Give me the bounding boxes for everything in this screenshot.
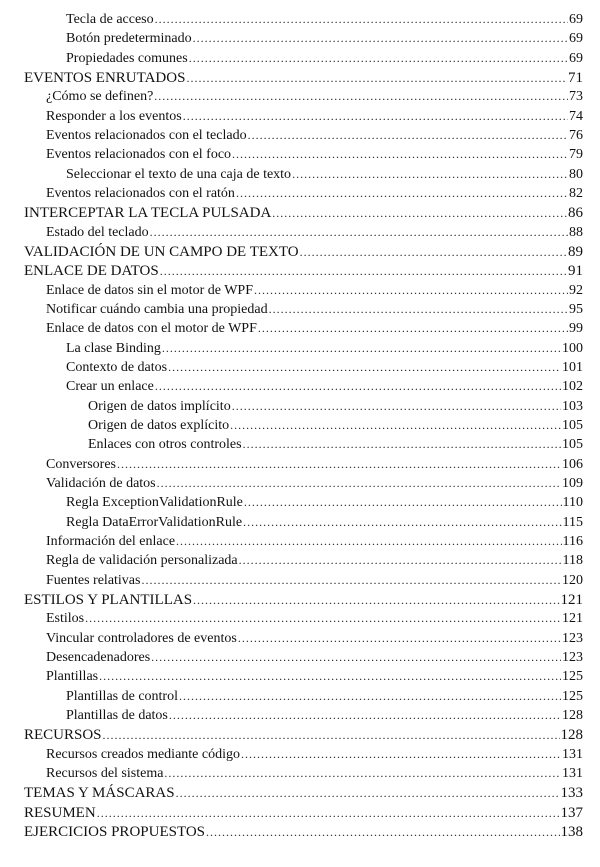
toc-entry: [0, 437, 583, 453]
dot-leader: [150, 225, 568, 240]
dot-leader: [179, 689, 561, 704]
toc-entry: [0, 592, 583, 609]
dot-leader: [154, 89, 568, 104]
dot-leader: [155, 379, 561, 394]
toc-entry-page: 128: [562, 707, 583, 723]
toc-entry: [0, 553, 583, 569]
toc-entry: [0, 727, 583, 744]
dot-leader: [141, 573, 561, 588]
toc-entry-title: Estado del teclado: [46, 224, 149, 240]
toc-entry: [0, 573, 583, 589]
toc-entry-page: 69: [569, 50, 583, 66]
toc-entry-page: 133: [560, 785, 583, 802]
toc-entry-title: Conversores: [46, 456, 116, 472]
toc-entry-title: Regla de validación personalizada: [46, 553, 238, 569]
toc-entry-title: Propiedades comunes: [66, 50, 188, 66]
toc-entry-title: Eventos relacionados con el foco: [46, 147, 232, 163]
dot-leader: [99, 669, 561, 684]
dot-leader: [269, 302, 568, 317]
dot-leader: [151, 650, 561, 665]
dot-leader: [232, 147, 568, 162]
toc-entry-page: 101: [562, 359, 583, 375]
toc-entry-title: Origen de datos explícito: [88, 417, 230, 433]
dot-leader: [236, 186, 568, 201]
dot-leader: [169, 708, 561, 723]
toc-entry-title: RESUMEN: [24, 804, 96, 821]
dot-leader: [292, 167, 568, 182]
toc-entry-page: 95: [569, 301, 583, 317]
toc-entry-page: 106: [562, 456, 583, 472]
toc-entry: [0, 263, 583, 280]
dot-leader: [85, 611, 561, 626]
dot-leader: [193, 593, 559, 608]
toc-entry-page: 116: [562, 533, 583, 549]
toc-entry-page: 115: [562, 514, 583, 530]
toc-entry-title: Información del enlace: [46, 533, 176, 549]
toc-entry: [0, 205, 583, 222]
dot-leader: [117, 457, 561, 472]
toc-entry: [0, 805, 583, 822]
toc-entry: [0, 669, 583, 685]
toc-entry-page: 131: [562, 765, 583, 781]
toc-entry-title: ESTILOS Y PLANTILLAS: [24, 591, 193, 608]
toc-entry-page: 69: [569, 12, 583, 27]
toc-entry-title: Tecla de acceso: [66, 12, 154, 27]
toc-entry: [0, 147, 583, 163]
dot-leader: [176, 534, 561, 549]
toc-entry: [0, 321, 583, 337]
toc-entry-title: La clase Binding: [66, 340, 161, 356]
toc-entry-page: 103: [562, 398, 583, 414]
dot-leader: [232, 399, 561, 414]
toc-entry-page: 100: [562, 340, 583, 356]
toc-entry-title: Enlaces con otros controles: [88, 437, 242, 453]
toc-entry-title: TEMAS Y MÁSCARAS: [24, 785, 175, 802]
toc-entry: [0, 167, 583, 183]
toc-entry-page: 105: [562, 437, 583, 453]
dot-leader: [238, 631, 561, 646]
toc-entry-title: RECURSOS: [24, 727, 102, 744]
toc-entry-title: EVENTOS ENRUTADOS: [24, 69, 186, 86]
toc-entry: [0, 379, 583, 395]
toc-entry-page: 74: [569, 108, 583, 124]
dot-leader: [186, 71, 567, 86]
toc-entry-title: Enlace de datos con el motor de WPF: [46, 321, 257, 337]
toc-entry-title: INTERCEPTAR LA TECLA PULSADA: [24, 205, 272, 222]
dot-leader: [164, 766, 561, 781]
dot-leader: [157, 476, 561, 491]
toc-entry: [0, 766, 583, 782]
dot-leader: [183, 109, 568, 124]
toc-entry: [0, 650, 583, 666]
dot-leader: [176, 786, 560, 801]
toc-entry: [0, 128, 583, 144]
dot-leader: [244, 495, 562, 510]
toc-entry-title: Eventos relacionados con el ratón: [46, 185, 235, 201]
toc-entry-title: Enlace de datos sin el motor de WPF: [46, 282, 253, 298]
toc-entry: [0, 244, 583, 261]
toc-entry: [0, 515, 583, 531]
toc-entry: [0, 785, 583, 802]
toc-entry-title: Estilos: [46, 611, 85, 627]
toc-entry: [0, 708, 583, 724]
dot-leader: [193, 31, 568, 46]
toc-entry-page: 120: [562, 572, 583, 588]
toc-entry-page: 109: [562, 475, 583, 491]
toc-entry-page: 76: [569, 127, 583, 143]
toc-entry-page: 121: [562, 611, 583, 627]
toc-entry-page: 86: [568, 205, 583, 222]
dot-leader: [241, 747, 561, 762]
toc-entry-title: Origen de datos implícito: [88, 398, 231, 414]
toc-entry-page: 105: [562, 417, 583, 433]
dot-leader: [239, 553, 562, 568]
toc-entry-page: 88: [569, 224, 583, 240]
toc-entry: [0, 31, 583, 47]
toc-entry: [0, 611, 583, 627]
toc-entry: [0, 399, 583, 415]
toc-entry-page: 71: [568, 69, 583, 86]
toc-entry-page: 125: [562, 669, 583, 685]
toc-entry-page: 102: [562, 379, 583, 395]
toc-entry-title: Responder a los eventos: [46, 108, 182, 124]
dot-leader: [189, 51, 568, 66]
toc-entry: [0, 225, 583, 241]
toc-entry: [0, 302, 583, 318]
toc-entry-title: Regla DataErrorValidationRule: [66, 514, 243, 530]
toc-entry: [0, 534, 583, 550]
toc-entry-title: Seleccionar el texto de una caja de texto: [66, 166, 292, 182]
toc-entry: [0, 747, 583, 763]
dot-leader: [243, 515, 561, 530]
toc-entry-page: 91: [568, 263, 583, 280]
toc-entry: [0, 186, 583, 202]
toc-entry-title: Plantillas de datos: [66, 707, 168, 723]
toc-entry-title: Fuentes relativas: [46, 572, 141, 588]
toc-entry-page: 123: [562, 630, 583, 646]
toc-entry-title: Plantillas: [46, 669, 99, 685]
toc-entry-page: 92: [569, 282, 583, 298]
toc-entry-title: Plantillas de control: [66, 688, 178, 704]
toc-entry-title: VALIDACIÓN DE UN CAMPO DE TEXTO: [24, 243, 299, 260]
toc-entry-page: 69: [569, 31, 583, 47]
toc-entry-title: Contexto de datos: [66, 359, 168, 375]
dot-leader: [155, 12, 568, 27]
toc-entry-page: 79: [569, 147, 583, 163]
toc-entry-page: 82: [569, 185, 583, 201]
dot-leader: [248, 128, 568, 143]
toc-entry: [0, 283, 583, 299]
toc-entry: [0, 70, 583, 87]
toc-entry: [0, 12, 583, 28]
toc-entry-page: 99: [569, 321, 583, 337]
toc-entry-title: EJERCICIOS PROPUESTOS: [24, 823, 206, 840]
toc-entry-title: Recursos del sistema: [46, 765, 164, 781]
toc-entry: [0, 89, 583, 105]
toc-entry: [0, 476, 583, 492]
toc-entry-page: 125: [562, 688, 583, 704]
dot-leader: [243, 437, 561, 452]
toc-entry-title: Crear un enlace: [66, 379, 154, 395]
dot-leader: [97, 806, 560, 821]
dot-leader: [103, 728, 560, 743]
toc-entry-page: 121: [560, 591, 583, 608]
toc-entry-page: 110: [562, 495, 583, 511]
dot-leader: [160, 264, 567, 279]
toc-entry: [0, 689, 583, 705]
toc-entry-page: 80: [569, 166, 583, 182]
toc-entry-title: Eventos relacionados con el teclado: [46, 127, 247, 143]
toc-entry-title: Recursos creados mediante código: [46, 746, 240, 762]
toc-entry: [0, 418, 583, 434]
dot-leader: [168, 360, 561, 375]
toc-entry: [0, 457, 583, 473]
toc-entry: [0, 109, 583, 125]
toc-entry-page: 89: [568, 243, 583, 260]
toc-entry-title: Botón predeterminado: [66, 31, 192, 47]
dot-leader: [162, 341, 561, 356]
toc-entry: [0, 341, 583, 357]
toc-entry-page: 118: [562, 553, 583, 569]
toc-entry-title: ENLACE DE DATOS: [24, 263, 159, 280]
toc-entry-page: 138: [560, 823, 583, 840]
dot-leader: [254, 283, 568, 298]
toc-entry-title: Validación de datos: [46, 475, 156, 491]
dot-leader: [272, 206, 567, 221]
dot-leader: [258, 321, 568, 336]
toc-entry-page: 137: [560, 804, 583, 821]
toc-entry-title: Desencadenadores: [46, 649, 151, 665]
toc-entry-title: Regla ExceptionValidationRule: [66, 495, 243, 511]
toc-entry-page: 123: [562, 649, 583, 665]
toc-entry-title: Vincular controladores de eventos: [46, 630, 237, 646]
toc-entry: [0, 824, 583, 841]
dot-leader: [300, 245, 567, 260]
dot-leader: [230, 418, 561, 433]
toc-entry-page: 73: [569, 89, 583, 105]
toc-entry-page: 128: [560, 727, 583, 744]
dot-leader: [206, 825, 559, 840]
toc-entry-title: Notificar cuándo cambia una propiedad: [46, 301, 268, 317]
toc-entry-title: ¿Cómo se definen?: [46, 89, 154, 105]
toc-entry: [0, 495, 583, 511]
toc-entry: [0, 631, 583, 647]
toc-entry-page: 131: [562, 746, 583, 762]
toc-entry: [0, 51, 583, 67]
toc-entry: [0, 360, 583, 376]
